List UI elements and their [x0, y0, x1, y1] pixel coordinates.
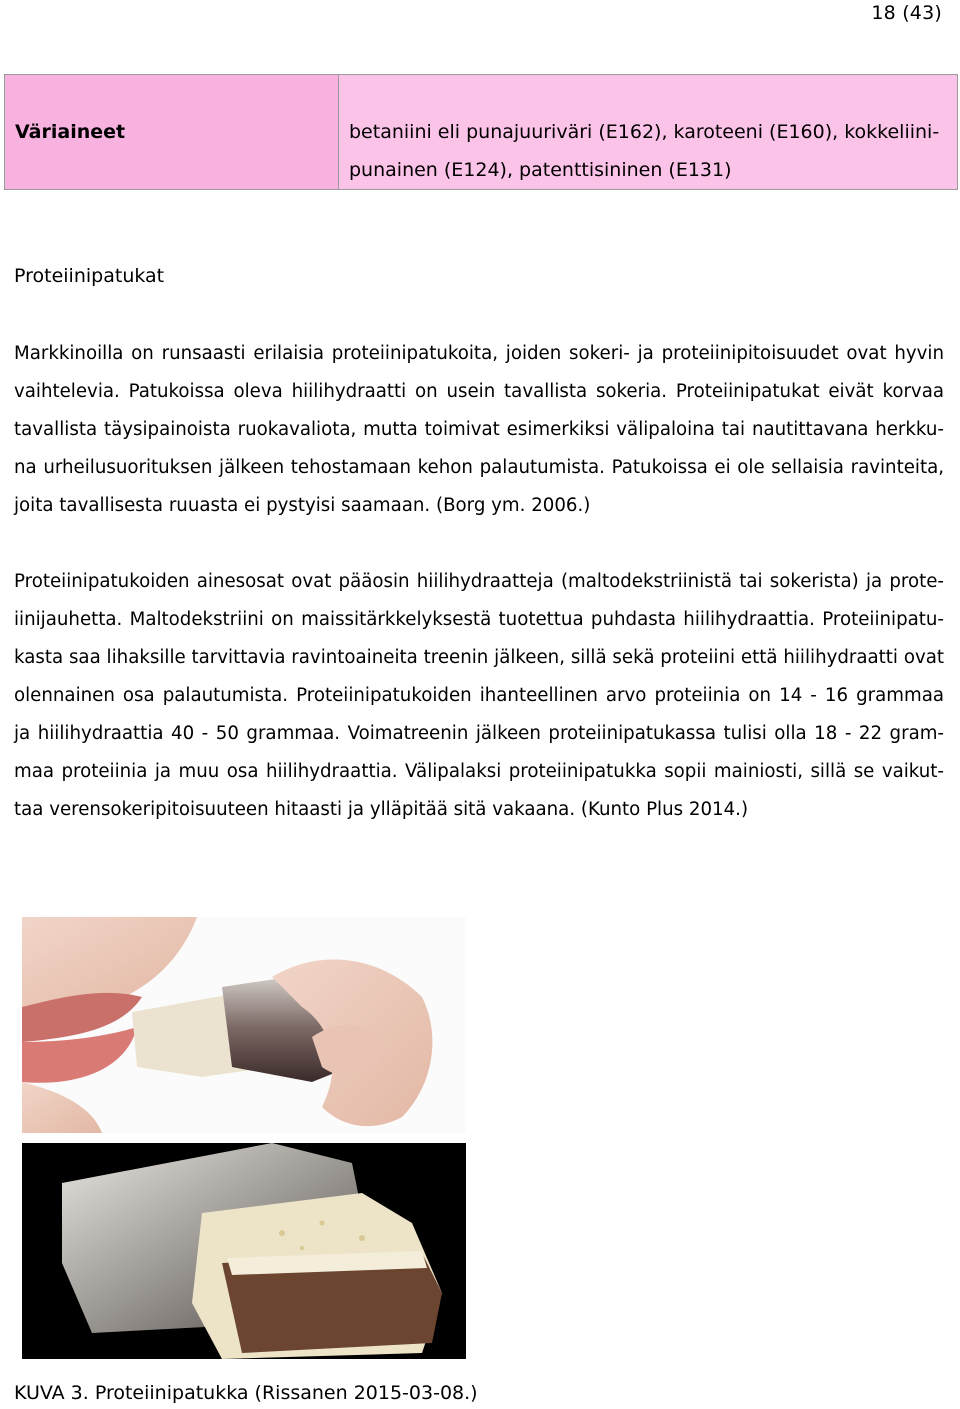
paragraph-line: maa proteiinia ja muu osa hiilihydraattia. Välipalaksi proteiinipatukka sopii mainiosti, sillä se vaikut- — [14, 761, 944, 782]
table-value-cell — [339, 75, 957, 189]
paragraph-line: kasta saa lihaksille tarvittavia ravintoaineita treenin jälkeen, sillä sekä proteiini että hiilihydraatti ovat — [14, 647, 944, 668]
page-number: 18 (43) — [871, 2, 942, 24]
paragraph-line: iinijauhetta. Maltodekstriini on maissitärkkelyksestä tuotettua puhdasta hiilihydraattia. Proteiinipatu- — [14, 609, 944, 630]
table-label: Väriaineet — [15, 121, 126, 143]
table-value-line: betaniini eli punajuuriväri (E162), karoteeni (E160), kokkeliini- — [349, 121, 940, 143]
paragraph-line: na urheilusuorituksen jälkeen tehostamaan kehon palautumista. Patukoissa ei ole sellaisia ravinteita, — [14, 457, 944, 478]
paragraph-line: ja hiilihydraattia 40 - 50 grammaa. Voimatreenin jälkeen proteiinipatukassa tulisi olla 18 - 22 gram- — [14, 723, 944, 744]
photo-protein-bar-closeup — [22, 1143, 466, 1359]
table-value-line: punainen (E124), patenttisininen (E131) — [349, 159, 732, 181]
paragraph-1 — [14, 335, 944, 525]
paragraph-line: vaihtelevia. Patukoissa oleva hiilihydraatti on usein tavallista sokeria. Proteiinipatukat eivät korvaa — [14, 381, 944, 402]
table-label-cell — [5, 75, 339, 189]
additives-table — [4, 74, 958, 190]
photo-eating-protein-bar — [22, 917, 466, 1133]
paragraph-line: joita tavallisesta ruuasta ei pystyisi saamaan. (Borg ym. 2006.) — [14, 495, 591, 516]
paragraph-line: olennainen osa palautumista. Proteiinipatukoiden ihanteellinen arvo proteiinia on 14 - 16 grammaa — [14, 685, 944, 706]
paragraph-2 — [14, 563, 944, 829]
section-heading: Proteiinipatukat — [14, 265, 165, 287]
paragraph-line: Markkinoilla on runsaasti erilaisia proteiinipatukoita, joiden sokeri- ja proteiinipitoisuudet ovat hyvin — [14, 343, 944, 364]
paragraph-line: tavallista täysipainoista ruokavaliota, mutta toimivat esimerkiksi välipaloina tai nautittavana herkku- — [14, 419, 944, 440]
paragraph-line: taa verensokeripitoisuuteen hitaasti ja ylläpitää sitä vakaana. (Kunto Plus 2014.) — [14, 799, 749, 820]
figure-caption: KUVA 3. Proteiinipatukka (Rissanen 2015-03-08.) — [14, 1382, 478, 1404]
paragraph-line: Proteiinipatukoiden ainesosat ovat pääosin hiilihydraatteja (maltodekstriinistä tai sokerista) ja prote- — [14, 571, 944, 592]
